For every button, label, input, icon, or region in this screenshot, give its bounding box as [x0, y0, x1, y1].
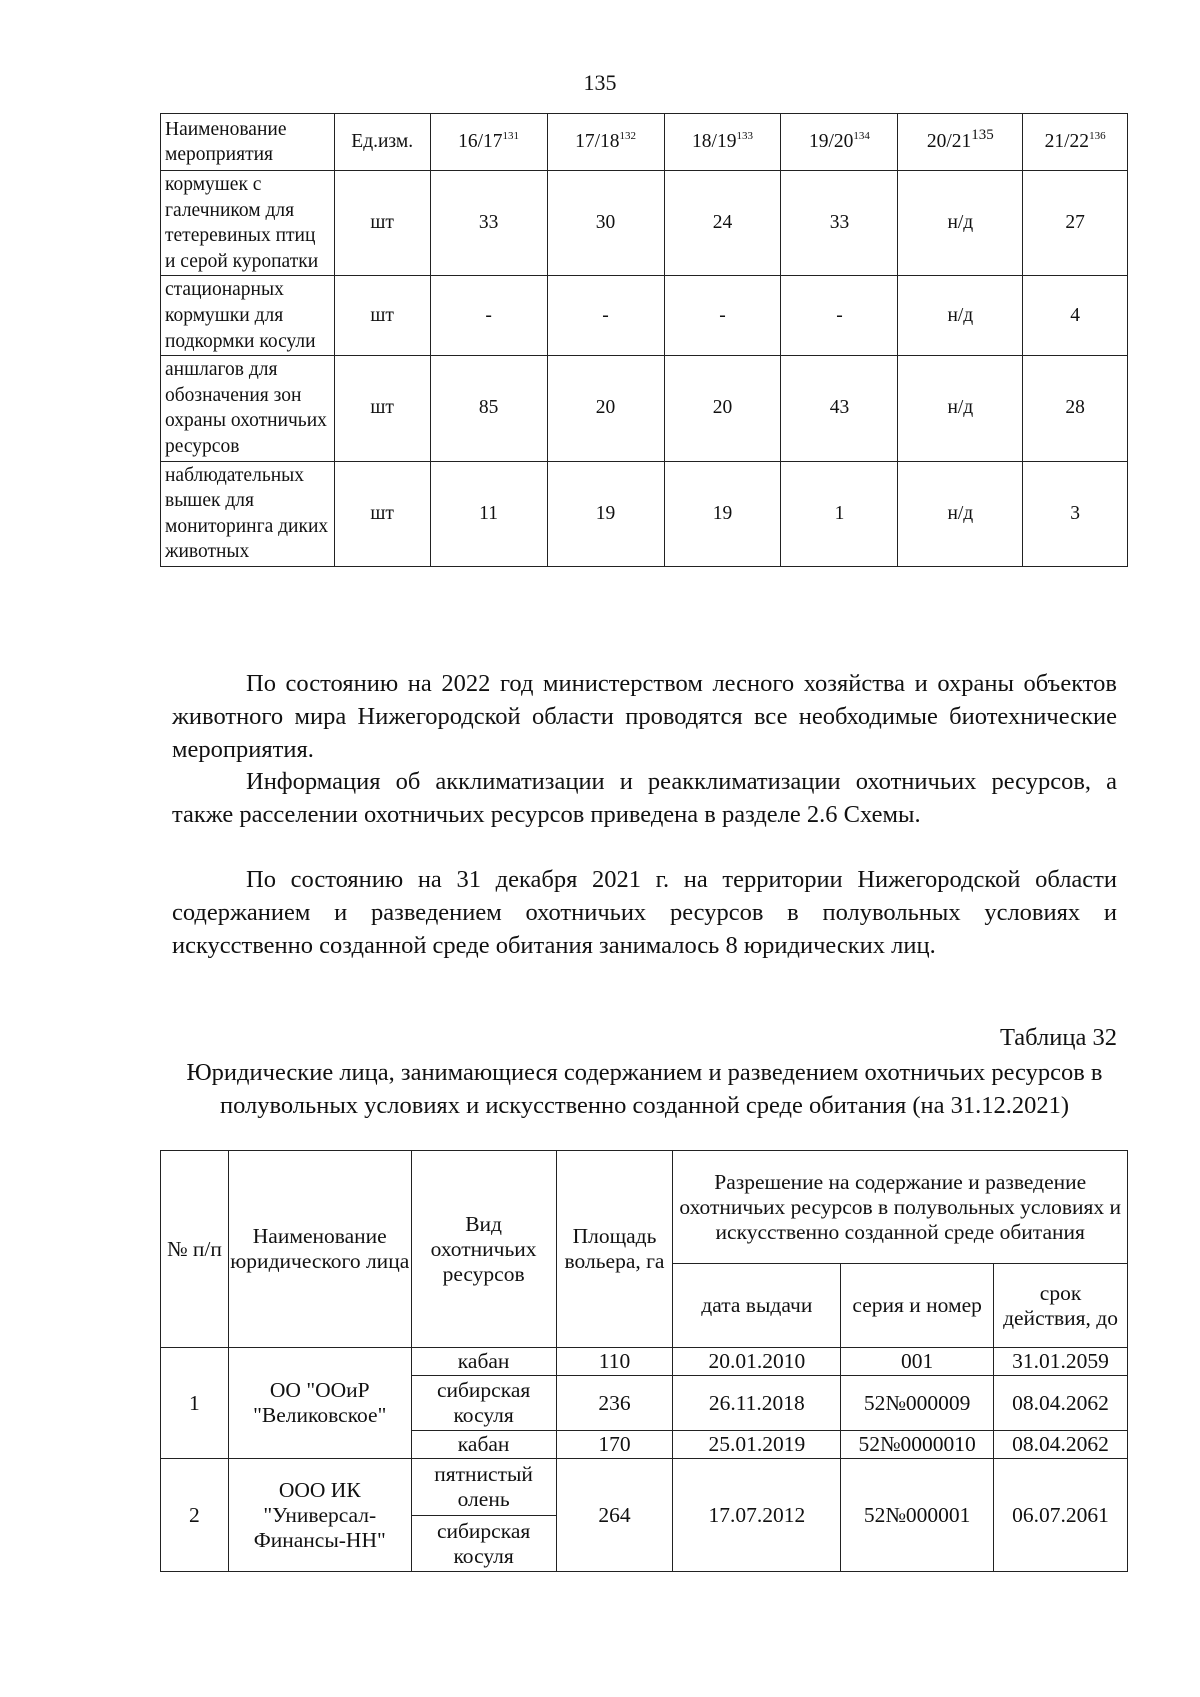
area-cell: 264: [556, 1459, 673, 1572]
table-row: [161, 171, 1128, 276]
value-cell: н/д: [898, 276, 1023, 356]
area-cell: 170: [556, 1431, 673, 1459]
legal-entities-table: [160, 1150, 1128, 1572]
table-caption: Юридические лица, занимающиеся содержанием и разведением охотничьих ресурсов в полувольных условиях и искусственно созданной среде обитания (на 31.12.2021): [186, 1059, 1103, 1119]
valid-cell: 31.01.2059: [994, 1348, 1128, 1376]
value-cell: 30: [547, 171, 664, 276]
paragraph: По состоянию на 31 декабря 2021 г. на территории Нижегородской области содержанием и разведением охотничьих ресурсов в полувольных условиях и искусственно созданной среде обитания занималось 8 юридических лиц.: [172, 866, 1117, 959]
value-cell: -: [664, 276, 781, 356]
header-kind: Вид охотничьих ресурсов: [411, 1151, 556, 1348]
value-cell: 19: [547, 461, 664, 566]
table-row: [161, 276, 1128, 356]
feeding-measures-table: [160, 113, 1128, 567]
table-number-label: Таблица 32: [999, 1024, 1117, 1051]
header-year: $16/17^{131}$: [430, 114, 547, 171]
measure-name: аншлагов для обозначения зон охраны охотничьих ресурсов: [161, 356, 335, 461]
header-org: Наименование юридического лица: [228, 1151, 411, 1348]
value-cell: 19: [664, 461, 781, 566]
kind-cell: кабан: [411, 1348, 556, 1376]
kind-cell: сибирская косуля: [411, 1516, 556, 1572]
row-num: 1: [161, 1348, 229, 1459]
kind-cell: пятнистый олень: [411, 1459, 556, 1516]
header-year: $20/21^{135}$: [898, 114, 1023, 171]
value-cell: 28: [1023, 356, 1128, 461]
date-cell: 26.11.2018: [673, 1376, 841, 1431]
org-name: ОО "ООиР "Великовское": [228, 1348, 411, 1459]
date-cell: 20.01.2010: [673, 1348, 841, 1376]
header-serial: серия и номер: [841, 1264, 994, 1348]
value-cell: 11: [430, 461, 547, 566]
value-cell: 43: [781, 356, 898, 461]
table-header-row: [161, 114, 1128, 171]
value-cell: 27: [1023, 171, 1128, 276]
valid-cell: 08.04.2062: [994, 1431, 1128, 1459]
unit-cell: шт: [334, 276, 430, 356]
area-cell: 236: [556, 1376, 673, 1431]
header-permit: Разрешение на содержание и разведение охотничьих ресурсов в полувольных условиях и искусственно созданной среде обитания: [673, 1151, 1128, 1264]
date-cell: 25.01.2019: [673, 1431, 841, 1459]
measure-name: стационарных кормушки для подкормки косули: [161, 276, 335, 356]
value-cell: 33: [781, 171, 898, 276]
org-name: ООО ИК "Универсал-Финансы-НН": [228, 1459, 411, 1572]
value-cell: 20: [664, 356, 781, 461]
unit-cell: шт: [334, 461, 430, 566]
page-number: 135: [583, 70, 617, 95]
value-cell: 33: [430, 171, 547, 276]
header-unit: Ед.изм.: [334, 114, 430, 171]
measure-name: наблюдательных вышек для мониторинга диких животных: [161, 461, 335, 566]
unit-cell: шт: [334, 171, 430, 276]
row-num: 2: [161, 1459, 229, 1572]
header-year: $18/19^{133}$: [664, 114, 781, 171]
serial-cell: 52№000001: [841, 1459, 994, 1572]
table-row: [161, 461, 1128, 566]
value-cell: 20: [547, 356, 664, 461]
header-year: $17/18^{132}$: [547, 114, 664, 171]
serial-cell: 52№000009: [841, 1376, 994, 1431]
unit-cell: шт: [334, 356, 430, 461]
value-cell: -: [430, 276, 547, 356]
area-cell: 110: [556, 1348, 673, 1376]
value-cell: н/д: [898, 356, 1023, 461]
header-year: $21/22^{136}$: [1023, 114, 1128, 171]
date-cell: 17.07.2012: [673, 1459, 841, 1572]
header-valid: срок действия, до: [994, 1264, 1128, 1348]
value-cell: -: [781, 276, 898, 356]
kind-cell: кабан: [411, 1431, 556, 1459]
table-row: [161, 1348, 1128, 1376]
paragraph: По состоянию на 2022 год министерством лесного хозяйства и охраны объектов животного мира Нижегородской области проводятся все необходимые биотехнические мероприятия.: [172, 670, 1117, 763]
valid-cell: 06.07.2061: [994, 1459, 1128, 1572]
valid-cell: 08.04.2062: [994, 1376, 1128, 1431]
table-row: [161, 1459, 1128, 1516]
header-name: Наименование мероприятия: [161, 114, 335, 171]
paragraph: Информация об акклиматизации и реакклиматизации охотничьих ресурсов, а также расселении охотничьих ресурсов приведена в разделе 2.6 Схемы.: [172, 768, 1117, 828]
measure-name: кормушек с галечником для тетеревиных птиц и серой куропатки: [161, 171, 335, 276]
value-cell: 4: [1023, 276, 1128, 356]
header-year: $19/20^{134}$: [781, 114, 898, 171]
value-cell: -: [547, 276, 664, 356]
header-date: дата выдачи: [673, 1264, 841, 1348]
value-cell: 85: [430, 356, 547, 461]
table-header-row: [161, 1151, 1128, 1264]
value-cell: 1: [781, 461, 898, 566]
value-cell: н/д: [898, 171, 1023, 276]
table-row: [161, 356, 1128, 461]
value-cell: 24: [664, 171, 781, 276]
value-cell: н/д: [898, 461, 1023, 566]
header-num: № п/п: [161, 1151, 229, 1348]
header-area: Площадь вольера, га: [556, 1151, 673, 1348]
serial-cell: 52№0000010: [841, 1431, 994, 1459]
serial-cell: 001: [841, 1348, 994, 1376]
value-cell: 3: [1023, 461, 1128, 566]
kind-cell: сибирская косуля: [411, 1376, 556, 1431]
